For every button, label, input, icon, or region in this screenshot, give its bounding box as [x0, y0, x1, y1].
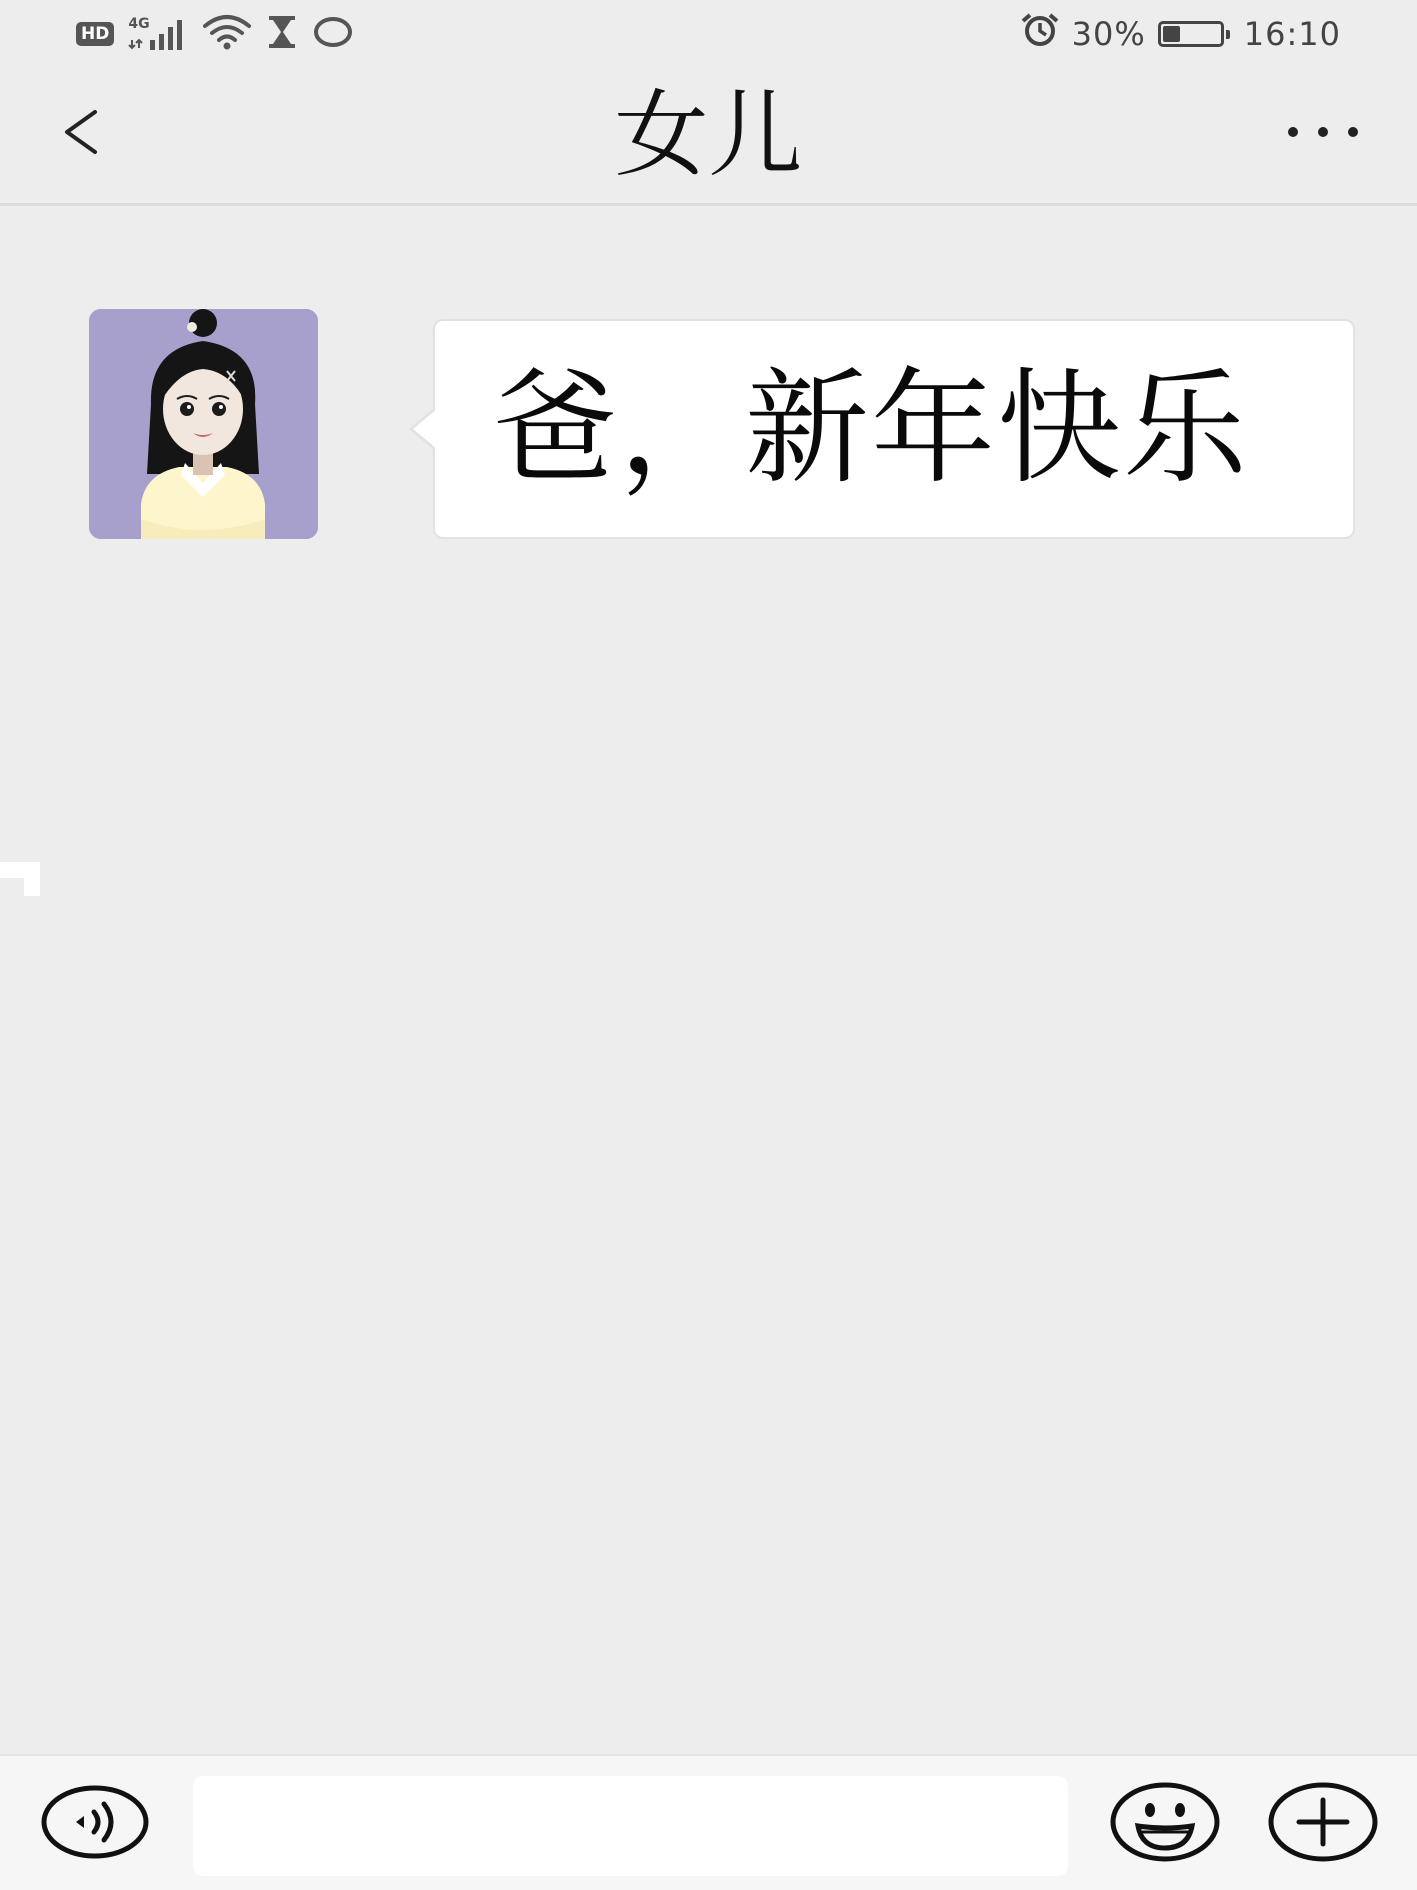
voice-button[interactable]: [40, 1782, 150, 1862]
emoji-button[interactable]: [1108, 1780, 1222, 1864]
chat-area[interactable]: [0, 206, 1417, 1754]
battery-fill: [1163, 26, 1180, 42]
more-button[interactable]: [1273, 92, 1373, 172]
hd-icon: HD: [76, 22, 114, 46]
battery-icon: [1158, 21, 1224, 47]
message-input[interactable]: [193, 1776, 1068, 1876]
sync-icon: [312, 14, 354, 54]
clock-time: 16:10: [1243, 15, 1341, 53]
input-bar: [0, 1754, 1417, 1890]
alarm-icon: [1020, 12, 1060, 56]
wifi-icon: [202, 14, 252, 54]
message-row: [0, 309, 1417, 549]
emoji-icon: [1108, 1780, 1222, 1864]
battery-percent: 30%: [1071, 15, 1146, 53]
status-left-group: [76, 14, 354, 54]
corner-mark-icon: [0, 862, 40, 896]
voice-icon: [40, 1782, 150, 1862]
status-bar: [0, 0, 1417, 68]
network-type-label: 4G: [128, 16, 150, 32]
plus-button[interactable]: [1266, 1780, 1380, 1864]
hourglass-icon: [266, 14, 298, 54]
message-text: 爸，新年快乐: [493, 357, 1250, 501]
plus-icon: [1266, 1780, 1380, 1864]
page-title: 女儿: [614, 81, 803, 190]
signal-icon: [128, 16, 188, 52]
message-bubble[interactable]: [433, 319, 1355, 539]
avatar[interactable]: [89, 309, 318, 539]
more-dots-icon: [1283, 122, 1363, 142]
status-right-group: [1020, 14, 1341, 54]
title-bar: [0, 68, 1417, 206]
girl-avatar: [89, 309, 318, 539]
